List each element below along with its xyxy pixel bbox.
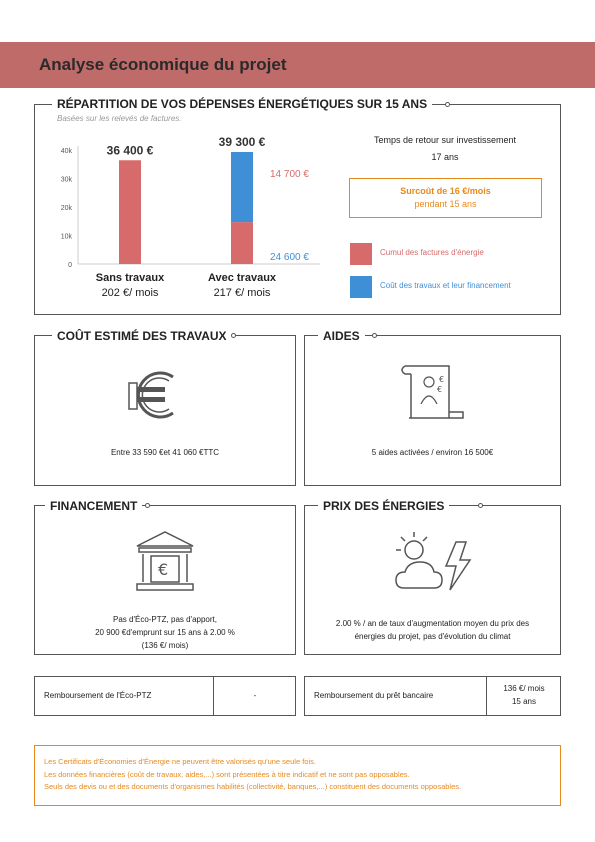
- corner-tick: [34, 505, 41, 506]
- financement-title: FINANCEMENT: [45, 499, 142, 513]
- page-title: Analyse économique du projet: [39, 55, 287, 74]
- prix-title: PRIX DES ÉNERGIES: [318, 499, 449, 513]
- cout-text: Entre 33 590 €et 41 060 €TTC: [110, 448, 220, 457]
- aides-text: 5 aides activées / environ 16 500€: [371, 448, 494, 457]
- corner-tick: [304, 505, 311, 506]
- financement-line3: (136 €/ mois): [141, 641, 189, 650]
- svg-text:€: €: [439, 375, 445, 384]
- category-sublabel: 217 €/ mois: [213, 287, 271, 299]
- remboursement-pret-label: Remboursement du prêt bancaire: [314, 691, 434, 700]
- expense-chart: [40, 128, 330, 303]
- row-divider: [486, 676, 487, 716]
- repartition-subtitle: Basées sur les relevés de factures.: [57, 114, 182, 123]
- prix-line1: 2.00 % / an de taux d'augmentation moyen du prix des: [335, 619, 530, 628]
- title-dot: [145, 503, 150, 508]
- financement-line2: 20 900 €d'emprunt sur 15 ans à 2.00 %: [95, 628, 235, 637]
- legend-label-energy: Cumul des factures d'énergie: [380, 248, 484, 257]
- y-tick-label: 30k: [60, 176, 72, 184]
- scroll-icon: [397, 360, 467, 430]
- surcout-line1: Surcoût de 16 €/mois: [400, 186, 491, 196]
- surcout-line2: pendant 15 ans: [414, 199, 477, 209]
- title-dot: [372, 333, 377, 338]
- remboursement-pret-value2: 15 ans: [511, 697, 537, 706]
- bar-energy-1: [231, 222, 253, 264]
- weather-icon: [390, 530, 480, 600]
- cout-title: COÛT ESTIMÉ DES TRAVAUX: [52, 329, 232, 343]
- disclaimer-line1: Les Certificats d'Économies d'Énergie ne peuvent être valorisés qu'une seule fois.: [44, 757, 316, 766]
- bank-icon: [133, 528, 197, 594]
- bar-total-label: 39 300 €: [218, 134, 266, 149]
- title-dot: [478, 503, 483, 508]
- svg-text:€: €: [158, 560, 169, 579]
- title-dot: [231, 333, 236, 338]
- aides-title: AIDES: [318, 329, 365, 343]
- corner-tick: [34, 335, 41, 336]
- y-tick-label: 10k: [60, 233, 72, 241]
- prix-line2: énergies du projet, pas d'évolution du climat: [354, 632, 511, 641]
- surcout-box: [349, 178, 542, 218]
- remboursement-ptz-label: Remboursement de l'Éco-PTZ: [44, 691, 152, 700]
- legend-swatch-red: [350, 243, 372, 265]
- title-dot: [445, 102, 450, 107]
- corner-tick: [304, 335, 311, 336]
- y-tick-label: 40k: [60, 148, 72, 155]
- disclaimer-line3: Seuls des devis ou et des documents d'organismes habilités (collectivité, banques,...) constituent des documents opposables.: [44, 782, 462, 791]
- category-sublabel: 202 €/ mois: [101, 287, 159, 299]
- svg-text:€: €: [437, 385, 443, 394]
- remboursement-pret-value1: 136 €/ mois: [503, 684, 545, 693]
- category-label: Avec travaux: [207, 272, 277, 284]
- repartition-title: RÉPARTITION DE VOS DÉPENSES ÉNERGÉTIQUES SUR 15 ANS: [52, 97, 432, 111]
- retour-label: Temps de retour sur investissement: [373, 135, 517, 145]
- bar-energy-0: [119, 160, 141, 264]
- retour-value: 17 ans: [431, 152, 459, 162]
- financement-line1: Pas d'Éco-PTZ, pas d'apport,: [113, 615, 217, 624]
- euro-hand-icon: [127, 365, 187, 425]
- corner-tick: [34, 104, 41, 105]
- data-label: 14 700 €: [270, 168, 309, 180]
- bar-total-label: 36 400 €: [106, 143, 154, 158]
- y-tick-label: 0: [68, 262, 72, 269]
- remboursement-ptz-value: -: [253, 691, 257, 700]
- legend-label-works: Coût des travaux et leur financement: [380, 281, 511, 290]
- y-tick-label: 20k: [60, 205, 72, 212]
- data-label: 24 600 €: [270, 252, 309, 263]
- bar-works-1: [231, 152, 253, 222]
- legend-swatch-blue: [350, 276, 372, 298]
- category-label: Sans travaux: [95, 272, 165, 284]
- disclaimer-line2: Les données financières (coût de travaux, aides,...) sont présentées à titre indicatif et ne sont pas opposables.: [44, 770, 410, 779]
